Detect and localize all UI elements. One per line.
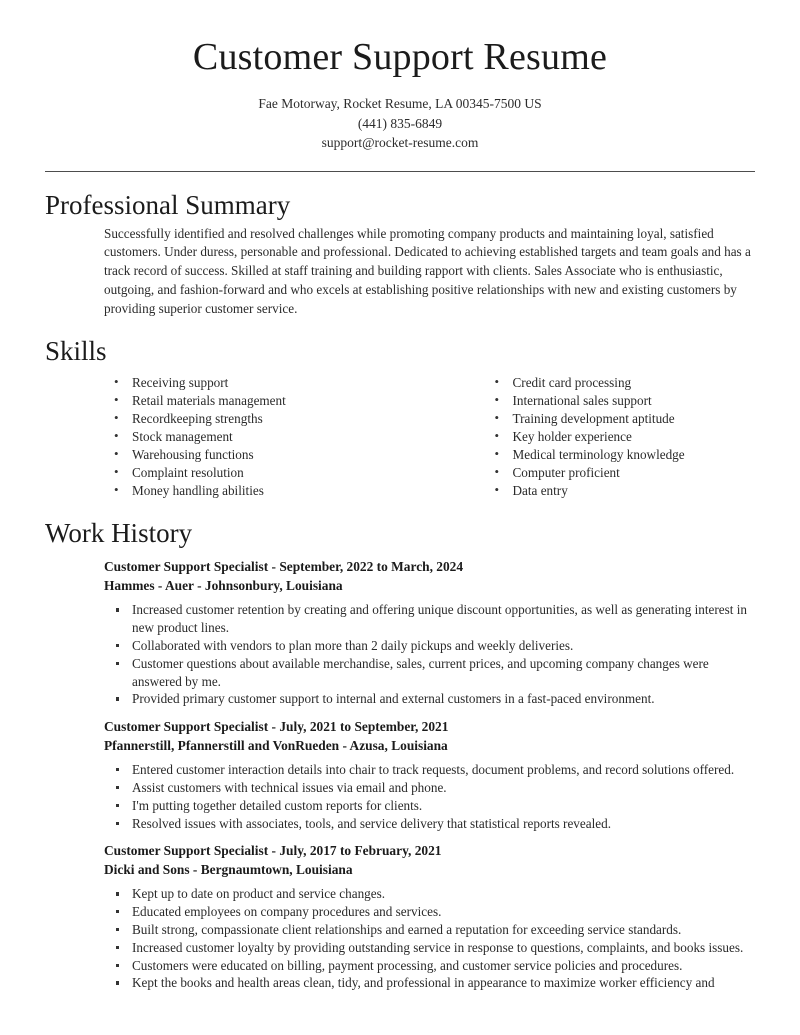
list-item: Provided primary customer support to internal and external customers in a fast-paced environment.: [122, 690, 755, 708]
skills-list-right: [485, 374, 756, 500]
contact-email: support@rocket-resume.com: [321, 135, 479, 150]
list-item: • Medical terminology knowledge: [503, 446, 756, 464]
skills-list-left: [104, 374, 430, 500]
list-item: • International sales support: [503, 392, 756, 410]
list-item: Assist customers with technical issues via email and phone.: [122, 779, 755, 797]
list-item: • Recordkeeping strengths: [122, 410, 430, 428]
section-heading-work-history: Work History: [45, 518, 193, 549]
work-history-list: [45, 553, 755, 992]
job-title-line: Customer Support Specialist - September, 2022 to March, 2024: [104, 559, 464, 575]
list-item: Increased customer retention by creating and offering unique discount opportunities, as well as generating interest in new product lines.: [122, 601, 755, 637]
job-entry: [104, 717, 755, 832]
list-item: • Retail materials management: [122, 392, 430, 410]
list-item: Kept the books and health areas clean, tidy, and professional in appearance to maximize worker efficiency and: [122, 974, 755, 992]
list-item: Customers were educated on billing, payment processing, and customer service policies and procedures.: [122, 957, 755, 975]
list-item: Educated employees on company procedures and services.: [122, 903, 755, 921]
skills-columns: [45, 371, 755, 500]
section-work-history: [0, 500, 800, 992]
summary-text: Successfully identified and resolved challenges while promoting company products and maintaining loyal, satisfied customers. Under duress, personable and professional. Dedicated to achieving established targets and team goals and has a track record of success. Skilled at staff training and building rapport with clients. Sales Associate who is enthusiastic, outgoing, and fashion-forward and who excels at establishing positive relationships with new and existing customers by providing superior customer service.: [104, 225, 751, 316]
list-item: Customer questions about available merchandise, sales, current prices, and upcoming company changes were answered by me.: [122, 655, 755, 691]
list-item: • Computer proficient: [503, 464, 756, 482]
page-title: Customer Support Resume: [192, 36, 608, 78]
job-company-line: Hammes - Auer - Johnsonbury, Louisiana: [104, 578, 343, 594]
section-heading-skills: Skills: [45, 336, 107, 367]
list-item: Increased customer loyalty by providing outstanding service in response to questions, complaints, and books issues.: [122, 939, 755, 957]
list-item: • Training development aptitude: [503, 410, 756, 428]
job-entry: [104, 841, 755, 992]
contact-address: Fae Motorway, Rocket Resume, LA 00345-7500 US: [258, 96, 542, 111]
resume-header: [0, 0, 800, 153]
list-item: • Complaint resolution: [122, 464, 430, 482]
list-item: Collaborated with vendors to plan more than 2 daily pickups and weekly deliveries.: [122, 637, 755, 655]
list-item: • Warehousing functions: [122, 446, 430, 464]
list-item: • Credit card processing: [503, 374, 756, 392]
job-company-line: Dicki and Sons - Bergnaumtown, Louisiana: [104, 862, 353, 878]
list-item: • Stock management: [122, 428, 430, 446]
list-item: Built strong, compassionate client relationships and earned a reputation for exceeding service standards.: [122, 921, 755, 939]
skills-column-right: [430, 374, 756, 500]
section-skills: [0, 318, 800, 500]
job-title-line: Customer Support Specialist - July, 2017 to February, 2021: [104, 843, 442, 859]
list-item: Resolved issues with associates, tools, and service delivery that statistical reports revealed.: [122, 815, 755, 833]
list-item: • Money handling abilities: [122, 482, 430, 500]
skills-column-left: [104, 374, 430, 500]
list-item: • Receiving support: [122, 374, 430, 392]
list-item: Entered customer interaction details into chair to track requests, document problems, and record solutions offered.: [122, 761, 755, 779]
job-entry: [104, 557, 755, 708]
job-title-line: Customer Support Specialist - July, 2021 to September, 2021: [104, 719, 449, 735]
job-bullets: [104, 601, 755, 708]
summary-body: [45, 225, 755, 319]
list-item: • Key holder experience: [503, 428, 756, 446]
section-professional-summary: [0, 172, 800, 319]
contact-phone: (441) 835-6849: [357, 115, 443, 131]
list-item: • Data entry: [503, 482, 756, 500]
list-item: I'm putting together detailed custom reports for clients.: [122, 797, 755, 815]
job-bullets: [104, 761, 755, 832]
section-heading-summary: Professional Summary: [45, 189, 291, 220]
job-bullets: [104, 885, 755, 992]
list-item: Kept up to date on product and service changes.: [122, 885, 755, 903]
job-company-line: Pfannerstill, Pfannerstill and VonRueden - Azusa, Louisiana: [104, 738, 448, 754]
